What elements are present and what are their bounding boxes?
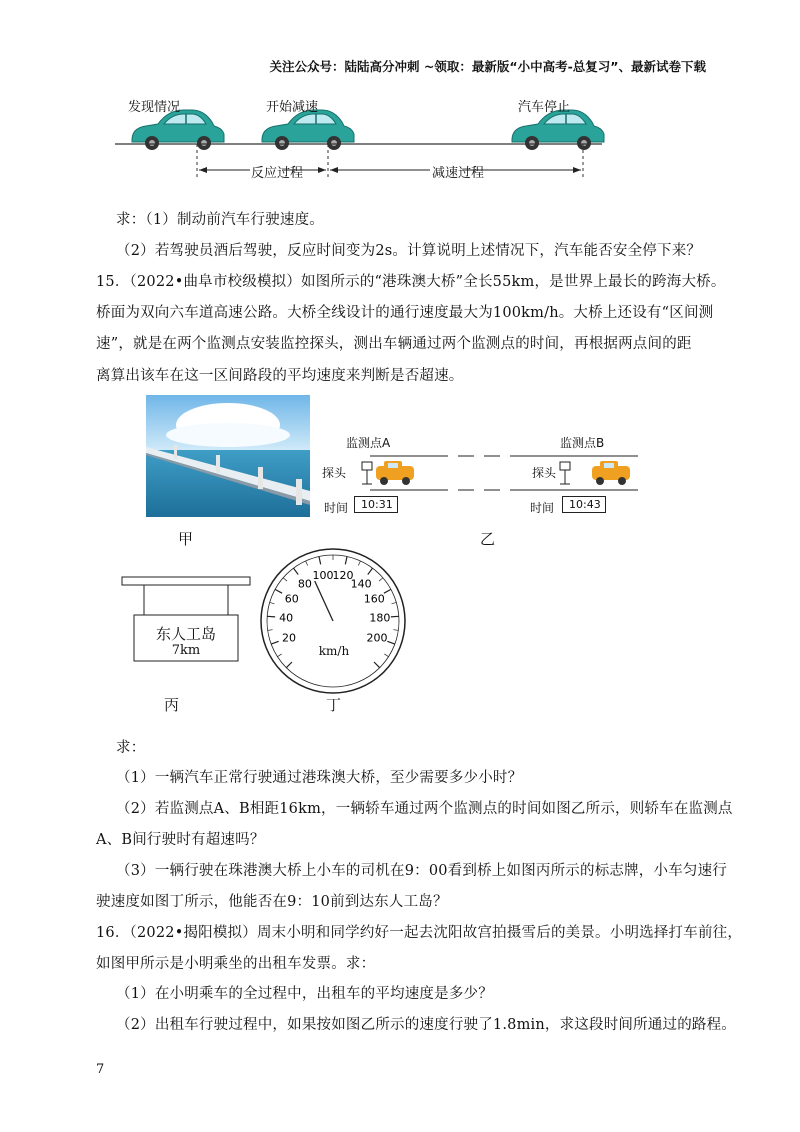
sign-name: 东人工岛 — [155, 625, 216, 643]
fig-bing-label: 丙 — [164, 696, 180, 714]
gauge-tick-label: 160 — [363, 592, 385, 606]
q15-sub3b: 驶速度如图丁所示，他能否在9：10前到达东人工岛？ — [96, 894, 448, 910]
gauge-tick-label: 20 — [281, 631, 296, 645]
q15-line3: 速”，就是在两个监测点安装监控探头，测出车辆通过两个监测点的时间，再根据两点间的距 — [96, 336, 692, 352]
gauge-tick-label: 60 — [284, 592, 299, 606]
page-header: 关注公众号：陆陆高分冲刺 ~领取：最新版“小中高考-总复习”、最新试卷下载 — [269, 59, 706, 74]
q14-ask: 求：（1）制动前汽车行驶速度。 — [116, 212, 324, 228]
q16-sub2: （2）出租车行驶过程中，如果按如图乙所示的速度行驶了1.8min，求这段时间所通过的路程。 — [116, 1017, 737, 1033]
bridge-photo — [146, 395, 310, 517]
car-a-icon — [376, 461, 414, 485]
label-reaction: 反应过程 — [251, 166, 304, 181]
q15-line1: 15．（2022•曲阜市校级模拟）如图所示的“港珠澳大桥”全长55km，是世界上最长的跨海大桥。 — [96, 274, 726, 290]
q16-line1: 16．（2022•揭阳模拟）周末小明和同学约好一起去沈阳故宫拍摄雪后的美景。小明选择打车前往， — [96, 925, 743, 941]
road-sign — [120, 575, 260, 665]
time-a-box: 10:31 — [354, 496, 398, 513]
probe-b-label: 探头 — [532, 466, 557, 480]
gauge-tick-label: 180 — [369, 611, 391, 625]
time-a-label: 时间 — [324, 501, 349, 515]
speedometer — [258, 546, 408, 696]
camera-b-icon — [560, 462, 570, 484]
q15-sub3a: （3）一辆行驶在珠港澳大桥上小车的司机在9：00看到桥上如图丙所示的标志牌，小车匀速行 — [116, 863, 727, 879]
q14-sub2: （2）若驾驶员酒后驾驶，反应时间变为2s。计算说明上述情况下，汽车能否安全停下来？ — [116, 243, 702, 259]
q16-sub1: （1）在小明乘车的全过程中，出租车的平均速度是多少？ — [116, 986, 493, 1002]
gauge-tick-label: 120 — [332, 569, 354, 583]
time-b-box: 10:43 — [562, 496, 606, 513]
speedometer-dial — [258, 546, 408, 696]
q15-line4: 离算出该车在这一区间路段的平均速度来判断是否超速。 — [96, 368, 464, 384]
fig-ding-label: 丁 — [326, 696, 342, 714]
q16-line2: 如图甲所示是小明乘坐的出租车发票。求： — [96, 956, 376, 972]
page-number: 7 — [96, 1062, 105, 1077]
gauge-tick — [267, 616, 275, 617]
bridge-image — [146, 395, 310, 517]
q15-sub1: （1）一辆汽车正常行驶通过港珠澳大桥，至少需要多少小时？ — [116, 770, 523, 786]
gauge-tick-label: 40 — [279, 611, 294, 625]
gauge-tick-label: 80 — [297, 577, 312, 591]
gauge-unit: km/h — [318, 644, 350, 658]
probe-a-label: 探头 — [322, 466, 347, 480]
gauge-tick-label: 200 — [366, 631, 388, 645]
q15-sub2a: （2）若监测点A、B相距16km，一辆轿车通过两个监测点的时间如图乙所示，则轿车在监测点 — [116, 801, 733, 817]
q15-sub2b: A、B间行驶时有超速吗？ — [96, 832, 265, 848]
fig-jia-label: 甲 — [178, 530, 194, 548]
label-stop: 汽车停止 — [518, 100, 571, 115]
gauge-tick-label: 140 — [350, 577, 372, 591]
sign-distance: 7km — [171, 643, 201, 658]
car-b-icon — [592, 461, 630, 485]
point-b-label: 监测点B — [560, 436, 605, 450]
label-discover: 发现情况 — [128, 100, 181, 115]
gauge-tick — [391, 616, 399, 617]
q15-line2: 桥面为双向六车道高速公路。大桥全线设计的通行速度最大为100km/h。大桥上还设有“区间测 — [96, 305, 714, 321]
camera-a-icon — [362, 462, 372, 484]
time-b-label: 时间 — [530, 501, 555, 515]
label-brake-start: 开始减速 — [266, 100, 319, 115]
point-a-label: 监测点A — [346, 436, 391, 450]
figure-braking-process — [110, 88, 610, 188]
gauge-tick-label: 100 — [312, 569, 334, 583]
label-decel: 减速过程 — [432, 166, 485, 181]
fig-yi-label: 乙 — [480, 530, 496, 548]
q15-ask: 求： — [116, 740, 146, 756]
monitoring-diagram — [318, 430, 648, 520]
